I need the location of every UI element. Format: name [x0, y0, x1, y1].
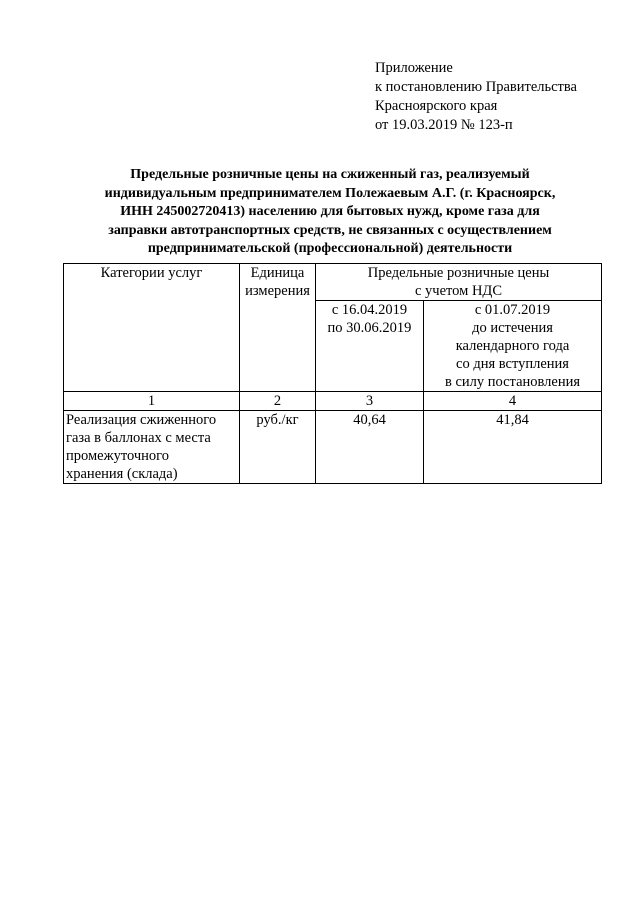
annex-line: к постановлению Правительства	[375, 79, 577, 95]
row-unit: руб./кг	[240, 411, 316, 484]
row-price-2: 41,84	[424, 411, 602, 484]
title-line: ИНН 245002720413) населению для бытовых нужд, кроме газа для	[120, 204, 540, 219]
header-category: Категории услуг	[64, 264, 240, 392]
title-line: индивидуальным предпринимателем Полежаевым А.Г. (г. Красноярск,	[104, 185, 556, 201]
row-price-1: 40,64	[316, 411, 424, 484]
document-title	[60, 166, 600, 259]
annex-line: Красноярского края	[375, 98, 498, 114]
column-number: 1	[64, 392, 240, 411]
header-period-1: с 16.04.2019 по 30.06.2019	[316, 301, 424, 392]
annex-line: от 19.03.2019 № 123-п	[375, 117, 513, 133]
row-category: Реализация сжиженного газа в баллонах с места промежуточного хранения (склада)	[64, 411, 240, 484]
column-number: 3	[316, 392, 424, 411]
annex-note	[375, 59, 625, 135]
price-table	[63, 263, 602, 484]
column-number: 2	[240, 392, 316, 411]
column-number-row	[64, 392, 602, 411]
title-line: Предельные розничные цены на сжиженный газ, реализуемый	[130, 167, 530, 182]
title-line: заправки автотранспортных средств, не связанных с осуществлением	[108, 222, 552, 238]
header-unit: Единица измерения	[240, 264, 316, 392]
header-row	[64, 264, 602, 301]
title-line: предпринимательской (профессиональной) деятельности	[147, 241, 513, 256]
annex-line: Приложение	[375, 60, 453, 76]
table-row	[64, 411, 602, 484]
header-period-2: с 01.07.2019 до истечения календарного года со дня вступления в силу постановления	[424, 301, 602, 392]
column-number: 4	[424, 392, 602, 411]
header-prices: Предельные розничные цены с учетом НДС	[316, 264, 602, 301]
